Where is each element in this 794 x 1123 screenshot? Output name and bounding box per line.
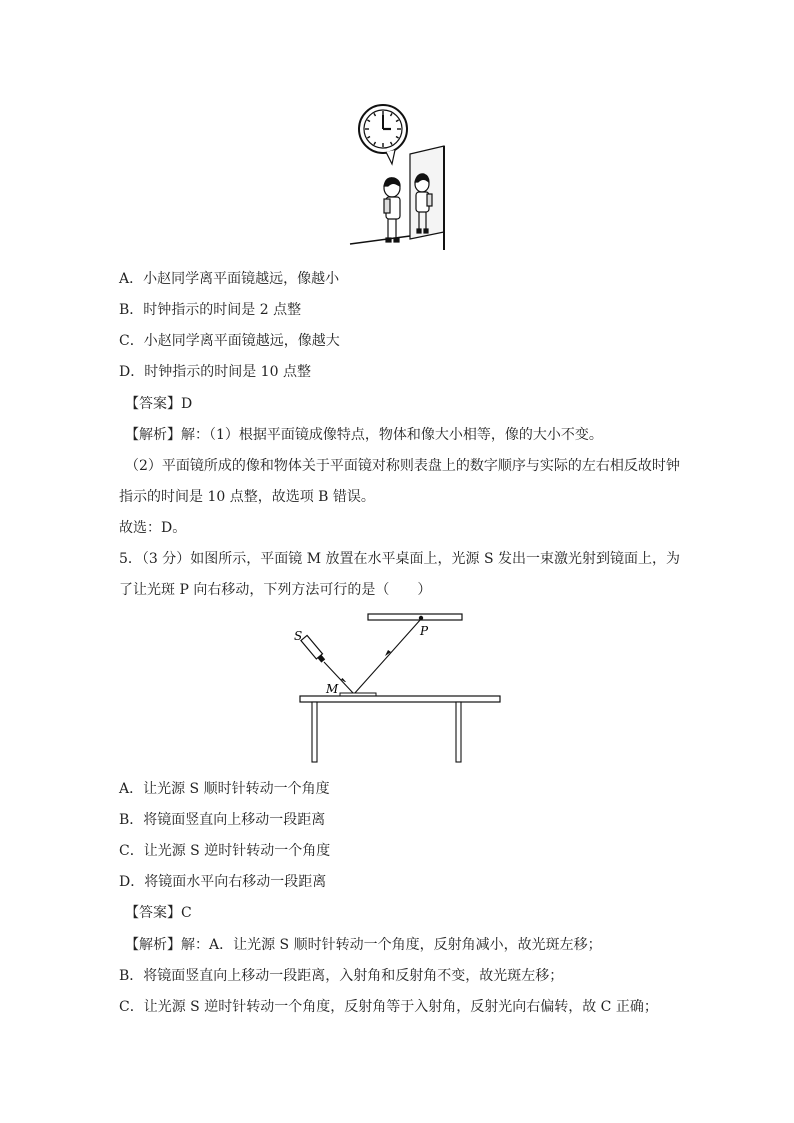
reflected-ray bbox=[354, 619, 421, 694]
mirror-clock-figure bbox=[348, 104, 448, 252]
q4-analysis-line: （2）平面镜所成的像和物体关于平面镜对称则表盘上的数字顺序与实际的左右相反故时钟 bbox=[125, 458, 680, 474]
q5-analysis-line: C．让光源 S 逆时针转动一个角度，反射角等于入射角，反射光向右偏转，故 C 正确； bbox=[119, 999, 658, 1015]
q4-answer: 【答案】D bbox=[125, 396, 193, 412]
ceiling-board bbox=[368, 614, 462, 620]
reflection-diagram bbox=[290, 608, 508, 766]
q4-conclusion: 故选：D。 bbox=[119, 520, 187, 536]
mirror-label: M bbox=[326, 682, 339, 696]
q4-analysis-line: 【解析】解：（1）根据平面镜成像特点，物体和像大小相等，像的大小不变。 bbox=[125, 427, 603, 443]
q4-option-d: D．时钟指示的时间是 10 点整 bbox=[119, 364, 311, 380]
q4-option-c: C．小赵同学离平面镜越远，像越大 bbox=[119, 333, 340, 349]
light-source bbox=[301, 635, 326, 663]
q5-option-c: C．让光源 S 逆时针转动一个角度 bbox=[119, 843, 331, 859]
table-top bbox=[300, 696, 500, 702]
q4-option-b: B．时钟指示的时间是 2 点整 bbox=[119, 302, 302, 318]
q4-analysis-line: 指示的时间是 10 点整，故选项 B 错误。 bbox=[119, 489, 375, 505]
q5-stem-line: 了让光斑 P 向右移动，下列方法可行的是（ ） bbox=[119, 582, 432, 598]
q5-option-a: A．让光源 S 顺时针转动一个角度 bbox=[119, 781, 330, 797]
q5-option-d: D．将镜面水平向右移动一段距离 bbox=[119, 874, 327, 890]
q5-option-b: B．将镜面竖直向上移动一段距离 bbox=[119, 812, 326, 828]
q5-stem-line: 5．（3 分）如图所示，平面镜 M 放置在水平桌面上，光源 S 发出一束激光射到镜面上，为 bbox=[119, 551, 680, 567]
q5-analysis-line: B．将镜面竖直向上移动一段距离，入射角和反射角不变，故光斑左移； bbox=[119, 968, 564, 984]
spot-label: P bbox=[420, 624, 429, 638]
source-label: S bbox=[294, 629, 303, 643]
q5-answer: 【答案】C bbox=[125, 905, 192, 921]
q5-analysis-line: 【解析】解：A．让光源 S 顺时针转动一个角度，反射角减小，故光斑左移； bbox=[125, 937, 602, 953]
q4-option-a: A．小赵同学离平面镜越远，像越小 bbox=[119, 271, 340, 287]
